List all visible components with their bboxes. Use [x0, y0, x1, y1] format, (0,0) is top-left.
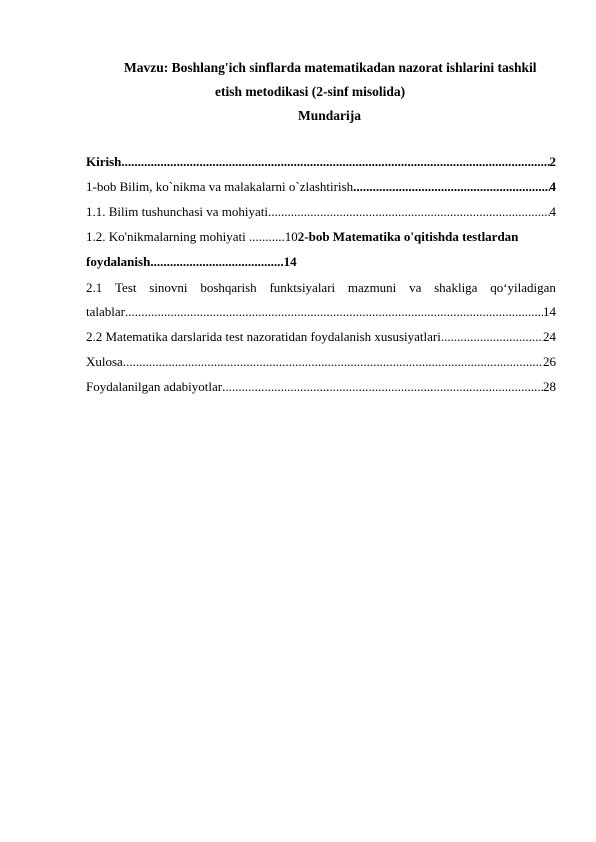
- toc-entry-1-1[interactable]: [86, 204, 556, 220]
- toc-entry-2-1-continued[interactable]: [86, 304, 556, 320]
- toc-leader-dots: [121, 154, 549, 170]
- toc-entry-label: foydalanish: [86, 254, 151, 269]
- toc-leader-dots: [268, 204, 550, 220]
- toc-heading: Mundarija: [298, 108, 362, 123]
- toc-entry-page: 10: [284, 229, 298, 244]
- document-title: Mavzu: Boshlang'ich sinflarda matematikadan nazorat ishlarini tashkil: [124, 60, 537, 75]
- toc-word: va: [409, 280, 422, 295]
- toc-leader-dots: .........................................: [150, 254, 284, 269]
- toc-word: mazmuni: [347, 280, 397, 295]
- toc-entry-xulosa[interactable]: [86, 354, 556, 370]
- toc-leader-dots: ...........: [249, 229, 285, 244]
- toc-entry-2-2[interactable]: [86, 329, 556, 345]
- toc-leader-dots: [123, 354, 543, 370]
- toc-entry-page: 26: [543, 354, 556, 369]
- toc-word: qo‘yiladigan: [490, 280, 556, 295]
- toc-entry-page: 14: [543, 304, 556, 319]
- document-title-continued: etish metodikasi (2-sinf misolida): [215, 84, 406, 99]
- toc-entry-2-1[interactable]: [86, 280, 556, 296]
- toc-entry-page: 4: [549, 204, 556, 219]
- toc-entry-kirish[interactable]: [86, 154, 556, 170]
- toc-leader-dots: [125, 304, 543, 320]
- toc-entry-label: 1.2. Ko'nikmalarning mohiyati: [86, 229, 246, 244]
- toc-word: Test: [115, 280, 137, 295]
- toc-entry-bob1[interactable]: [86, 179, 556, 195]
- toc-leader-dots: [222, 379, 543, 395]
- toc-entry-label: 2.2 Matematika darslarida test nazoratidan foydalanish xususiyatlari: [86, 329, 441, 344]
- toc-word: sinovni: [149, 280, 188, 295]
- toc-word: 2.1: [86, 280, 103, 295]
- toc-word: funktsiyalari: [269, 280, 336, 295]
- toc-entry-1-2[interactable]: [86, 229, 556, 245]
- toc-entry-adabiyotlar[interactable]: [86, 379, 556, 395]
- toc-entry-label: 1.1. Bilim tushunchasi va mohiyati: [86, 204, 268, 219]
- toc-entry-label: Xulosa: [86, 354, 123, 369]
- toc-entry-label: 1-bob Bilim, ko`nikma va malakalarni o`zlashtirish: [86, 179, 354, 194]
- toc-entry-label-group: [86, 229, 518, 245]
- toc-entry-page: 14: [283, 254, 297, 269]
- toc-entry-page: 28: [543, 379, 556, 394]
- toc-leader-dots: [353, 179, 549, 195]
- toc-entry-bob2-label: 2-bob Matematika o'qitishda testlardan: [297, 229, 519, 244]
- toc-entry-label: Kirish: [86, 154, 122, 169]
- toc-word: boshqarish: [200, 280, 257, 295]
- toc-entry-label: Foydalanilgan adabiyotlar: [86, 379, 223, 394]
- toc-entry-page: 2: [549, 154, 556, 169]
- toc-entry-bob2[interactable]: [86, 254, 297, 270]
- toc-entry-page: 24: [543, 329, 556, 344]
- toc-entry-label: talablar: [86, 304, 125, 319]
- toc-leader-dots: [441, 329, 543, 345]
- toc-entry-page: 4: [549, 179, 556, 194]
- toc-word: shakliga: [434, 280, 478, 295]
